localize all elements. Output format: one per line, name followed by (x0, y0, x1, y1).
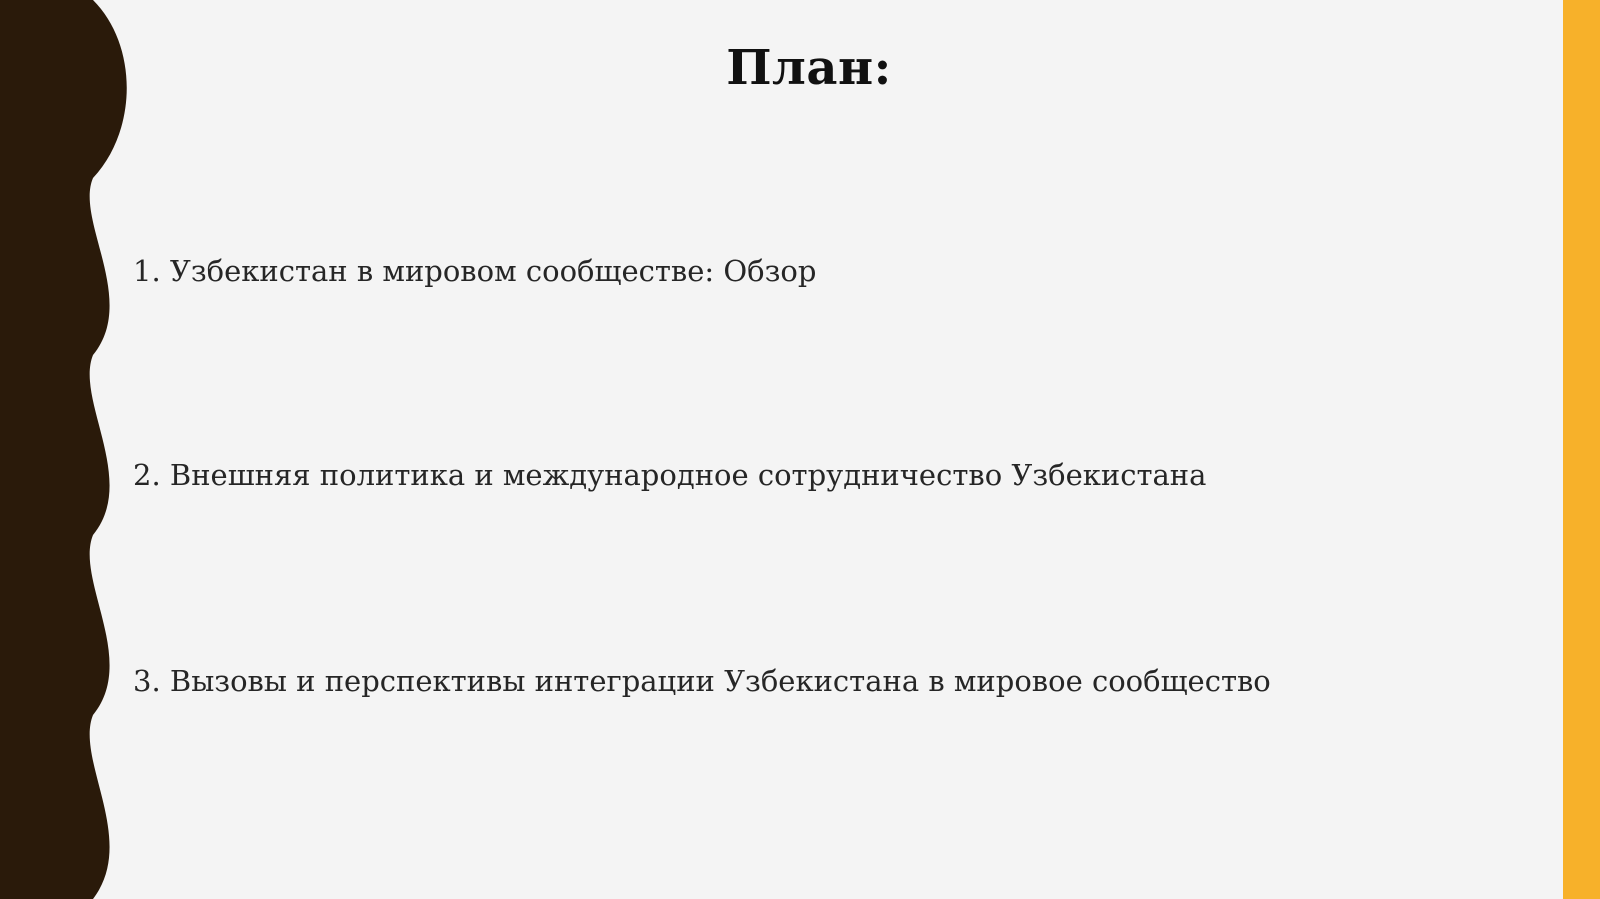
accent-strip (1563, 0, 1600, 899)
plan-item-1: 1. Узбекистан в мировом сообществе: Обзор (133, 254, 817, 288)
plan-item-3: 3. Вызовы и перспективы интеграции Узбекистана в мировое сообщество (133, 664, 1271, 698)
plan-item-2: 2. Внешняя политика и международное сотрудничество Узбекистана (133, 458, 1207, 492)
decorative-wave-band (0, 0, 140, 899)
slide-title: План: (726, 40, 892, 96)
